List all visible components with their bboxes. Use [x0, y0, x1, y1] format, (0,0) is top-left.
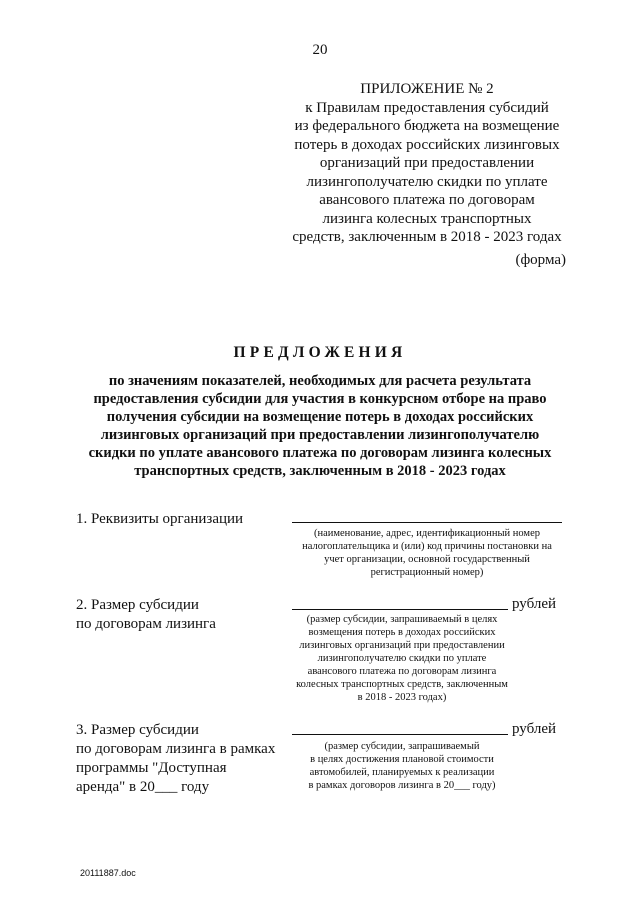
appendix-line: организаций при предоставлении — [319, 155, 535, 171]
appendix-line: потерь в доходах российских лизинговых — [294, 136, 560, 153]
field-3-unit: рублей — [512, 721, 557, 737]
field-label-line: 1. Реквизиты организации — [76, 511, 244, 527]
caption-line: автомобилей, планируемых к реализации — [309, 767, 495, 778]
field-2-blank-line[interactable] — [292, 609, 508, 610]
subtitle-line: лизинговых организаций при предоставлении лизингополучателю — [100, 427, 540, 443]
appendix-header — [280, 80, 574, 247]
document-subtitle — [60, 372, 580, 480]
field-label-line: по договорам лизинга — [76, 616, 216, 632]
appendix-line: ПРИЛОЖЕНИЕ № 2 — [360, 81, 494, 97]
field-1-label — [76, 510, 243, 529]
field-label-line: 3. Размер субсидии — [76, 722, 199, 738]
caption-line: (размер субсидии, запрашиваемый в целях — [306, 614, 498, 625]
caption-line: авансового платежа по договорам лизинга — [307, 666, 497, 677]
appendix-line: к Правилам предоставления субсидий — [305, 99, 549, 116]
field-2-label — [76, 596, 216, 634]
field-label-line: программы "Доступная — [76, 760, 227, 776]
appendix-line: средств, заключенным в 2018 - 2023 годах — [292, 229, 562, 245]
field-1-blank-line[interactable] — [292, 522, 562, 523]
field-label-line: аренда" в 20___ году — [76, 779, 210, 795]
subtitle-line: по значениям показателей, необходимых для расчета результата — [108, 373, 532, 389]
field-3-blank-line[interactable] — [292, 734, 508, 735]
caption-line: регистрационный номер) — [370, 567, 484, 578]
appendix-line: авансового платежа по договорам — [319, 192, 535, 208]
page-number: 20 — [312, 42, 328, 58]
field-3-caption — [292, 740, 512, 792]
caption-line: колесных транспортных средств, заключенным — [296, 679, 508, 690]
caption-line: лизингополучателю скидки по уплате — [317, 653, 487, 664]
document-title: ПРЕДЛОЖЕНИЯ — [233, 344, 407, 361]
caption-line: налогоплательщика и (или) код причины постановки на — [302, 541, 552, 552]
subtitle-line: получения субсидии на возмещение потерь в доходах российских — [106, 409, 534, 425]
caption-line: (наименование, адрес, идентификационный номер — [313, 528, 540, 539]
caption-line: возмещения потерь в доходах российских — [308, 627, 496, 638]
caption-line: в рамках договоров лизинга в 20___ году) — [308, 780, 496, 791]
appendix-line: лизингополучателю скидки по уплате — [306, 173, 548, 190]
field-2-unit: рублей — [512, 596, 557, 612]
subtitle-line: транспортных средств, заключенным в 2018 - 2023 годах — [134, 463, 506, 479]
form-label: (форма) — [515, 252, 566, 268]
caption-line: в 2018 - 2023 годах) — [357, 692, 447, 703]
field-3-label — [76, 721, 275, 797]
appendix-line: из федерального бюджета на возмещение — [294, 118, 560, 134]
caption-line: в целях достижения плановой стоимости — [310, 754, 494, 765]
subtitle-line: скидки по уплате авансового платежа по договорам лизинга колесных — [88, 445, 552, 461]
field-label-line: 2. Размер субсидии — [76, 597, 199, 613]
field-label-line: по договорам лизинга в рамках — [76, 741, 276, 757]
caption-line: (размер субсидии, запрашиваемый — [324, 741, 480, 752]
caption-line: учет организации, основной государственный — [324, 554, 530, 565]
subtitle-line: предоставления субсидии для участия в конкурсном отборе на право — [93, 391, 547, 407]
field-1-caption — [292, 527, 562, 579]
field-2-caption — [282, 613, 522, 704]
appendix-line: лизинга колесных транспортных — [322, 210, 532, 227]
caption-line: лизинговых организаций при предоставлении — [299, 640, 505, 651]
file-name-footer: 20111887.doc — [80, 868, 136, 878]
